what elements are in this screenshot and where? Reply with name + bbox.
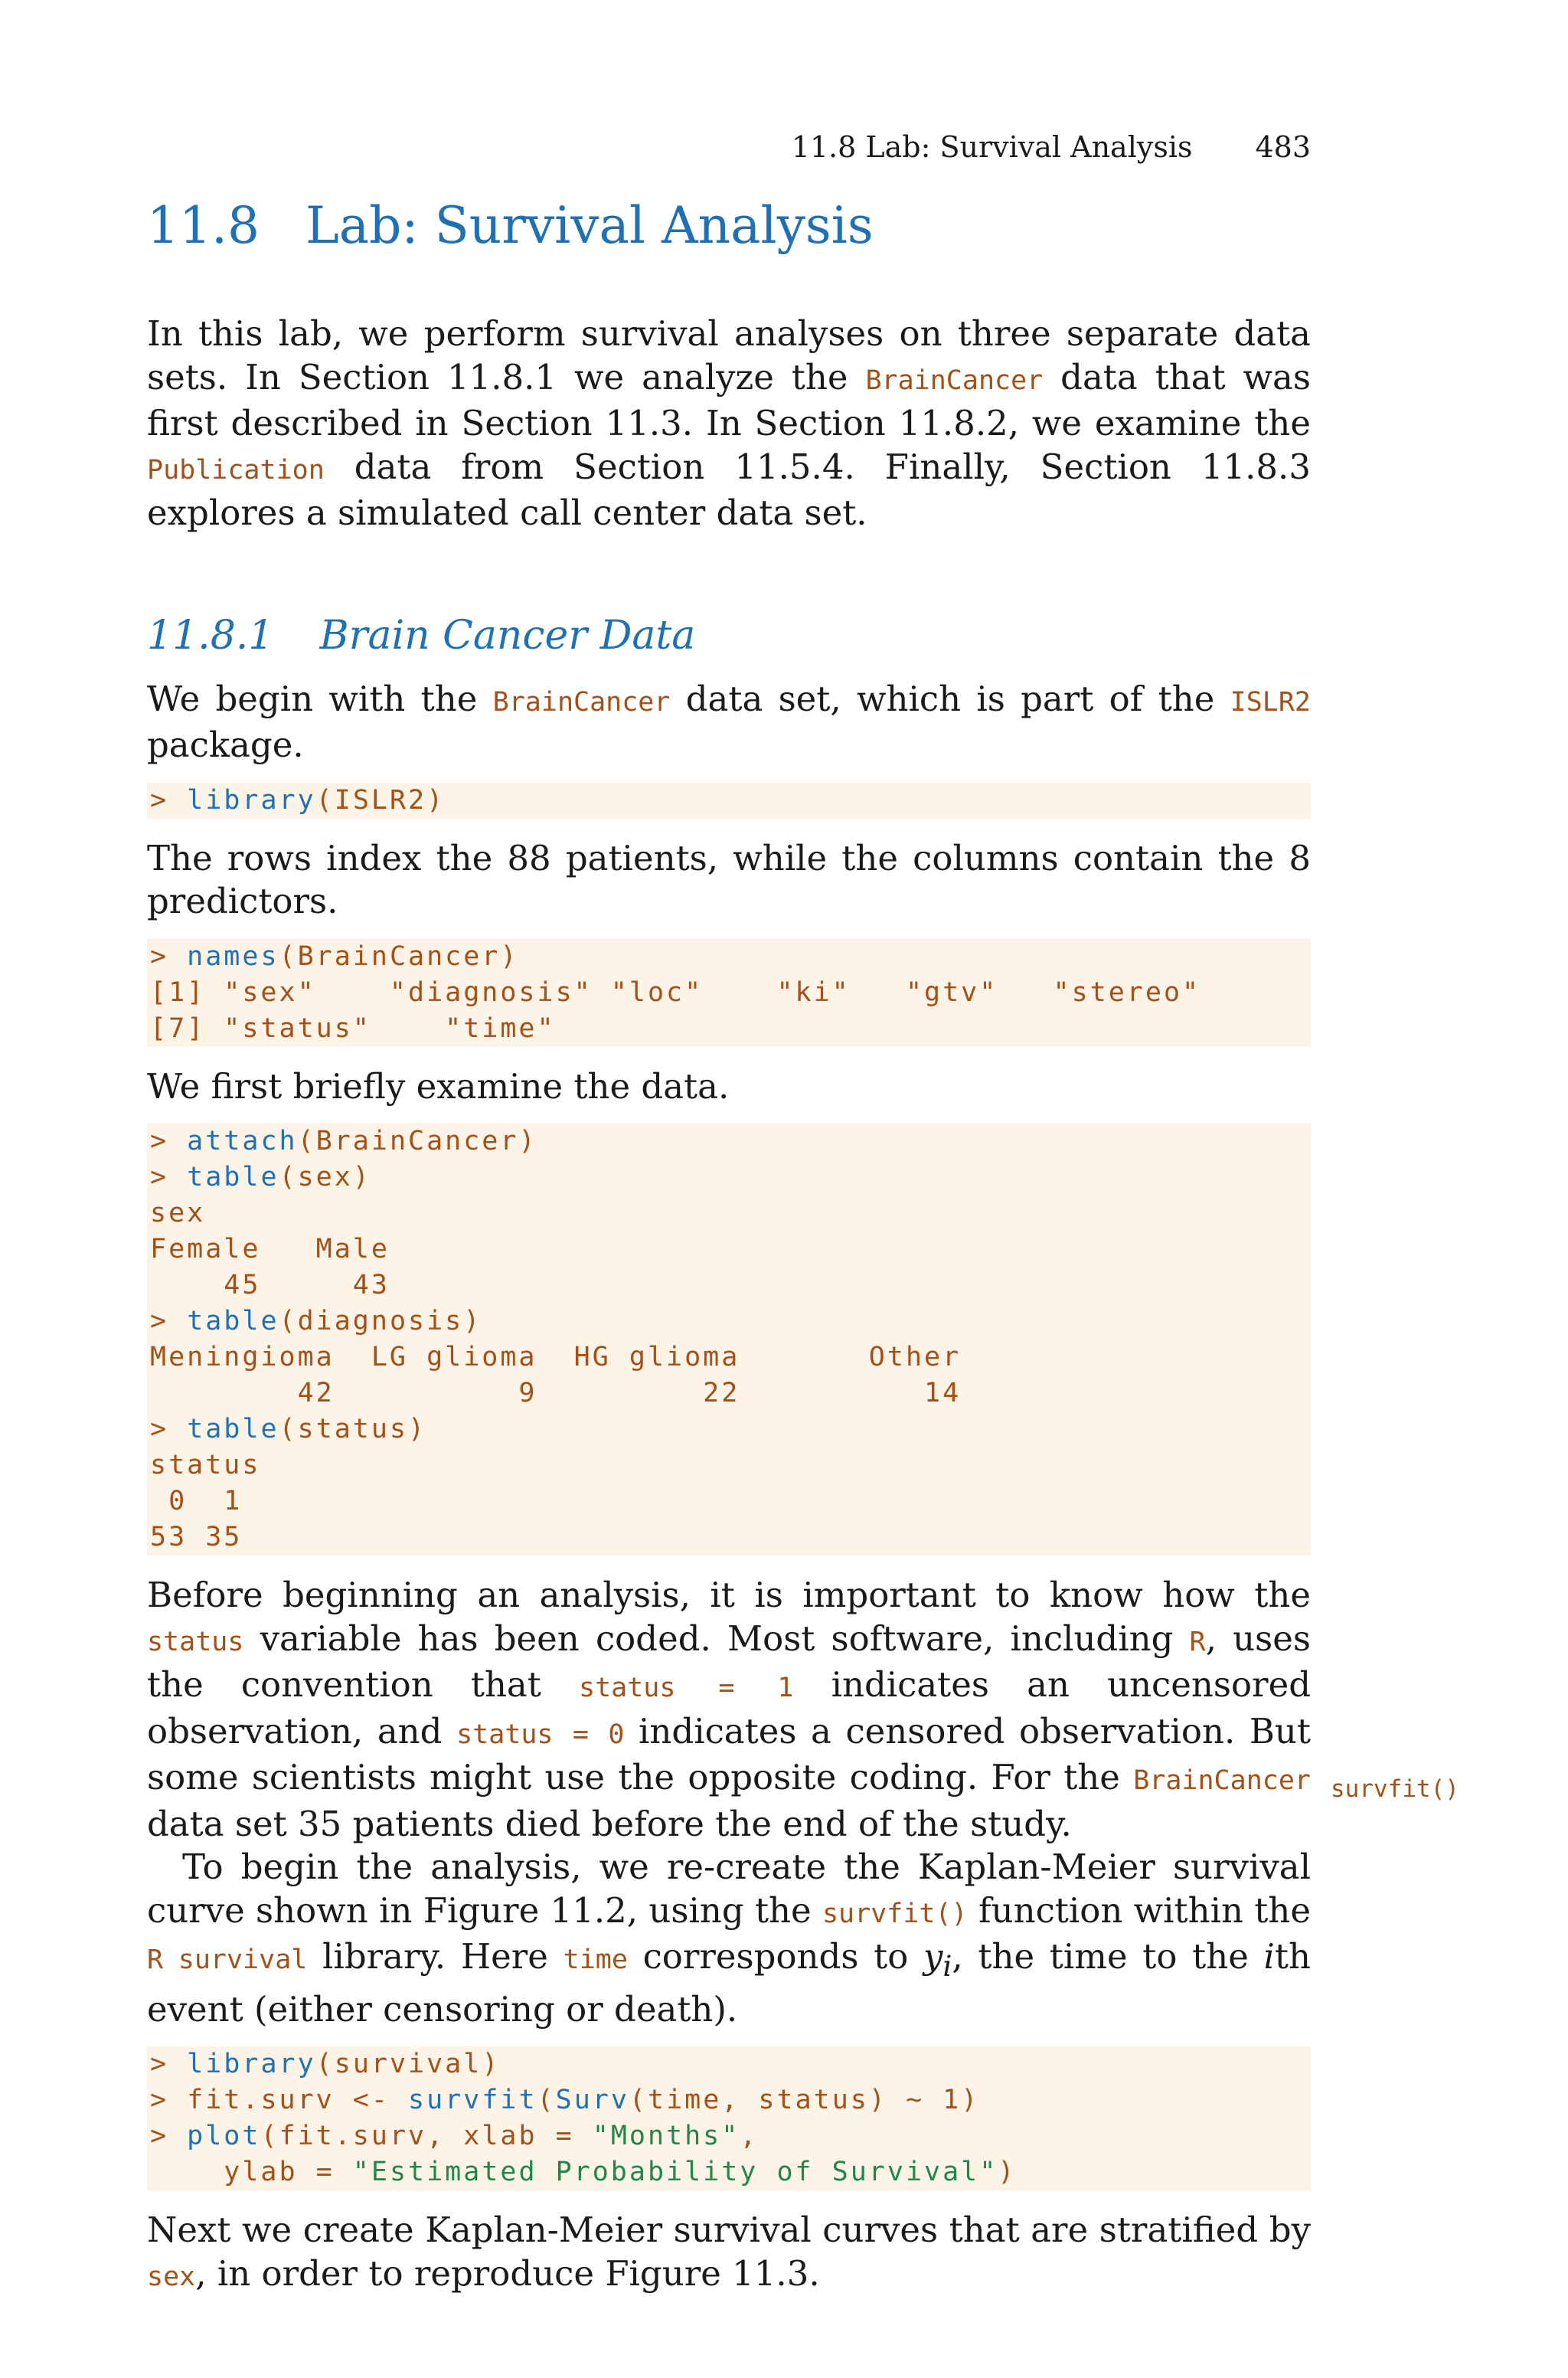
code-line: > library(ISLR2) <box>150 784 446 816</box>
code-output-line: Female Male <box>150 1234 390 1265</box>
code-line: > fit.surv <- survfit(Surv(time, status) ∼ 1) <box>150 2085 980 2116</box>
subsection-title: Brain Cancer Data <box>319 612 696 659</box>
margin-note-survfit: survfit() <box>1331 1775 1459 1803</box>
subsection-number: 11.8.1 <box>147 612 274 659</box>
code-line: ylab = "Estimated Probability of Survival") <box>150 2157 1017 2188</box>
code-block-4 <box>147 2046 1311 2190</box>
code-output-line: 53 35 <box>150 1522 243 1553</box>
paragraph-3: We first briefly examine the data. <box>147 1065 730 1107</box>
section-title: Lab: Survival Analysis <box>305 196 874 255</box>
section-number: 11.8 <box>147 196 260 255</box>
p4-code-r: R <box>1189 1626 1206 1657</box>
paragraph-2: The rows index the 88 patients, while the columns contain the 8 predictors. <box>147 837 1311 922</box>
p1-text-3: package. <box>147 725 304 766</box>
intro-text-1: In this lab, we perform survival analyses on three separate data sets. In Section 11.8.1 we analyze the <box>147 313 1311 397</box>
code-output-line: 0 1 <box>150 1486 243 1517</box>
paragraph-5: To begin the analysis, we re-create the Kaplan-Meier survival curve shown in Figure 11.2, using the survfit() function within the R survival library. Here time corresponds to $y_i$, the time to the ith event (either censoring or death). <box>147 1846 1311 2030</box>
code-block-3 <box>147 1124 1311 1555</box>
paragraph-4: Before beginning an analysis, it is important to know how the status variable has been coded. Most software, including R, uses the convention that status = 1 indicates an uncensored observation, and status = 0 indicates a censored observation. But some scientists might use the opposite coding. For the BrainCancer data set 35 patients died before the end of the study. <box>147 1575 1312 1844</box>
code-output-line: Meningioma LG glioma HG glioma Other <box>150 1342 962 1373</box>
code-line: > attach(BrainCancer) <box>150 1126 537 1157</box>
running-head-title: 11.8 Lab: Survival Analysis <box>791 130 1193 164</box>
intro-code-publication: Publication <box>147 454 325 486</box>
code-line: > names(BrainCancer) <box>150 940 519 972</box>
p4-code-braincancer: BrainCancer <box>1133 1765 1311 1797</box>
intro-paragraph <box>147 312 1311 535</box>
code-line: > library(survival) <box>150 2049 501 2080</box>
p4-code-status: status <box>147 1626 244 1657</box>
p6-code-sex: sex <box>147 2261 196 2292</box>
p1-code-braincancer: BrainCancer <box>492 686 671 718</box>
code-line: > table(diagnosis) <box>150 1306 482 1337</box>
p5-code-time: time <box>563 1945 628 1976</box>
code-output-line: 45 43 <box>150 1270 390 1301</box>
subsection-heading <box>147 612 1311 659</box>
paragraph-1 <box>147 678 1311 767</box>
p1-text-2: data set, which is part of the <box>670 678 1230 719</box>
code-output-line: status <box>150 1450 261 1481</box>
intro-text-2: data that was first described in Section 11.3. In Section 11.8.2, we examine the <box>147 356 1311 443</box>
intro-text-3: data from Section 11.5.4. Finally, Section 11.8.3 explores a simulated call center data set. <box>147 446 1311 533</box>
p4-code-status-1: status = 1 <box>579 1673 794 1704</box>
math-i: i <box>1263 1936 1275 1977</box>
p1-text-1: We begin with the <box>147 678 493 719</box>
code-output-line: 42 9 22 14 <box>150 1378 962 1409</box>
main-content <box>147 196 1312 2298</box>
p5-code-survfit: survfit() <box>822 1898 968 1929</box>
code-output-line: [1] "sex" "diagnosis" "loc" "ki" "gtv" "stereo" <box>150 976 1201 1008</box>
intro-code-braincancer: BrainCancer <box>865 365 1044 396</box>
code-line: > plot(fit.surv, xlab = "Months", <box>150 2121 759 2152</box>
math-y: $y_i$ <box>923 1936 952 1984</box>
code-block-1 <box>147 783 1311 819</box>
page-number: 483 <box>1255 130 1311 164</box>
code-line: > table(status) <box>150 1414 427 1445</box>
code-output-line: [7] "status" "time" <box>150 1012 556 1044</box>
code-output-line: sex <box>150 1198 206 1229</box>
running-head <box>792 130 1311 164</box>
code-block-2 <box>147 939 1311 1047</box>
code-line: > table(sex) <box>150 1162 371 1193</box>
paragraph-6: Next we create Kaplan-Meier survival curves that are stratified by sex, in order to reproduce Figure 11.3. <box>147 2210 1311 2294</box>
p5-code-survival: survival <box>178 1945 308 1976</box>
p1-code-islr2: ISLR2 <box>1230 686 1311 718</box>
p4-code-status-0: status = 0 <box>456 1719 625 1750</box>
section-heading <box>147 196 1311 255</box>
p5-code-r: R <box>147 1945 164 1976</box>
